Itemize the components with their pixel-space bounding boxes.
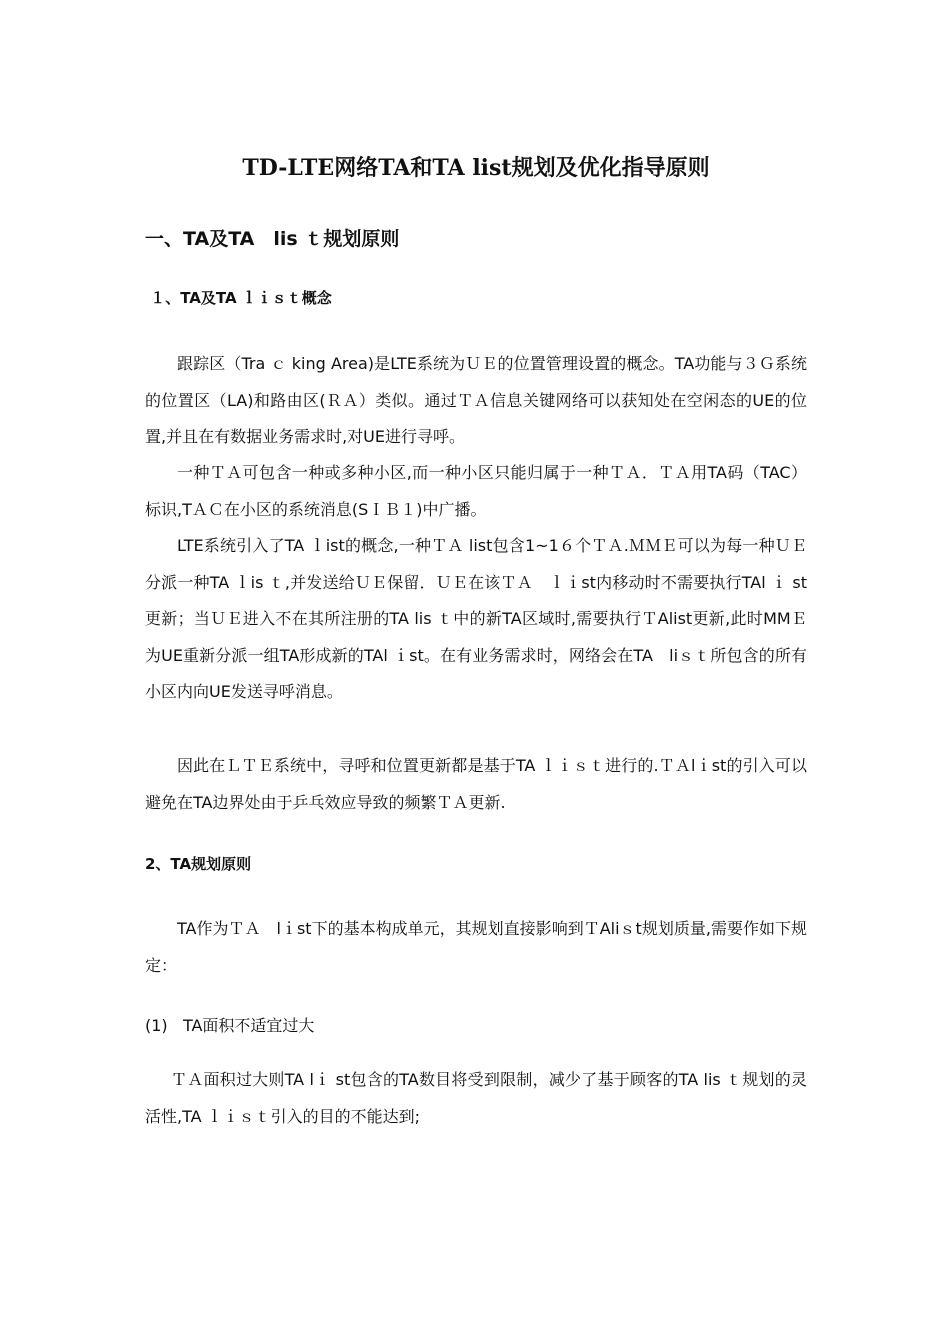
paragraph-1: 跟踪区（Tra ｃ king Area)是LTE系统为ＵＥ的位置管理设置的概念。TA功能与３Ｇ系统的位置区（LA)和路由区(ＲＡ）类似。通过ＴＡ信息关键网络可以获知处在空闲态的UE的位置,并且在有数据业务需求时,对UE进行寻呼。 (145, 354, 807, 446)
subsection-heading-2: 2、TA规划原则 (145, 855, 252, 873)
document-title: TD-LTE网络TA和TA list规划及优化指导原则 (242, 155, 710, 181)
paragraph-6: ＴＡ面积过大则TA lｉ st包含的TA数目将受到限制，减少了基于顾客的TA lis ｔ规划的灵活性,TA ｌｉｓｔ引入的目的不能达到; (145, 1070, 807, 1126)
paragraph-2: 一种ＴＡ可包含一种或多种小区,而一种小区只能归属于一种ＴＡ．ＴＡ用TA码（TAC）标识,TＡＣ在小区的系统消息(SＩＢ１)中广播。 (145, 463, 807, 519)
list-item-1 (145, 1011, 314, 1041)
paragraph-3: LTE系统引入了TA ｌist的概念,一种ＴＡ list包含1~1６个ＴＡ.ＭＭＥ可以为每一种ＵＥ分派一种TA ｌis ｔ,并发送给ＵＥ保留．ＵＥ在该ＴＡ ｌｉst内移动时不需要执行TAl ｉ st更新；当ＵＥ进入不在其所注册的TA lis ｔ中的新TA区域时,需要执行ＴAlist更新,此时MMＥ为UE重新分派一组TA形成新的TAl ｉst。在有业务需求时，网络会在TA liｓｔ所包含的所有小区内向UE发送寻呼消息。 (145, 536, 807, 701)
list-item-label: (1) (145, 1016, 168, 1035)
paragraph-5: TA作为ＴＡ lｉst下的基本构成单元，其规划直接影响到ＴAliｓt规划质量,需要作如下规定： (145, 919, 807, 975)
paragraph-4: 因此在ＬＴＥ系统中，寻呼和位置更新都是基于TA ｌｉｓｔ进行的.ＴＡlｉst的引入可以避免在TA边界处由于乒乓效应导致的频繁ＴＡ更新. (145, 756, 807, 812)
section-heading-1: 一、TA及TA lis ｔ规划原则 (145, 228, 400, 250)
list-item-text: TA面积不适宜过大 (182, 1016, 315, 1035)
subsection-heading-1: １、TA及TA ｌｉｓｔ概念 (145, 289, 332, 307)
